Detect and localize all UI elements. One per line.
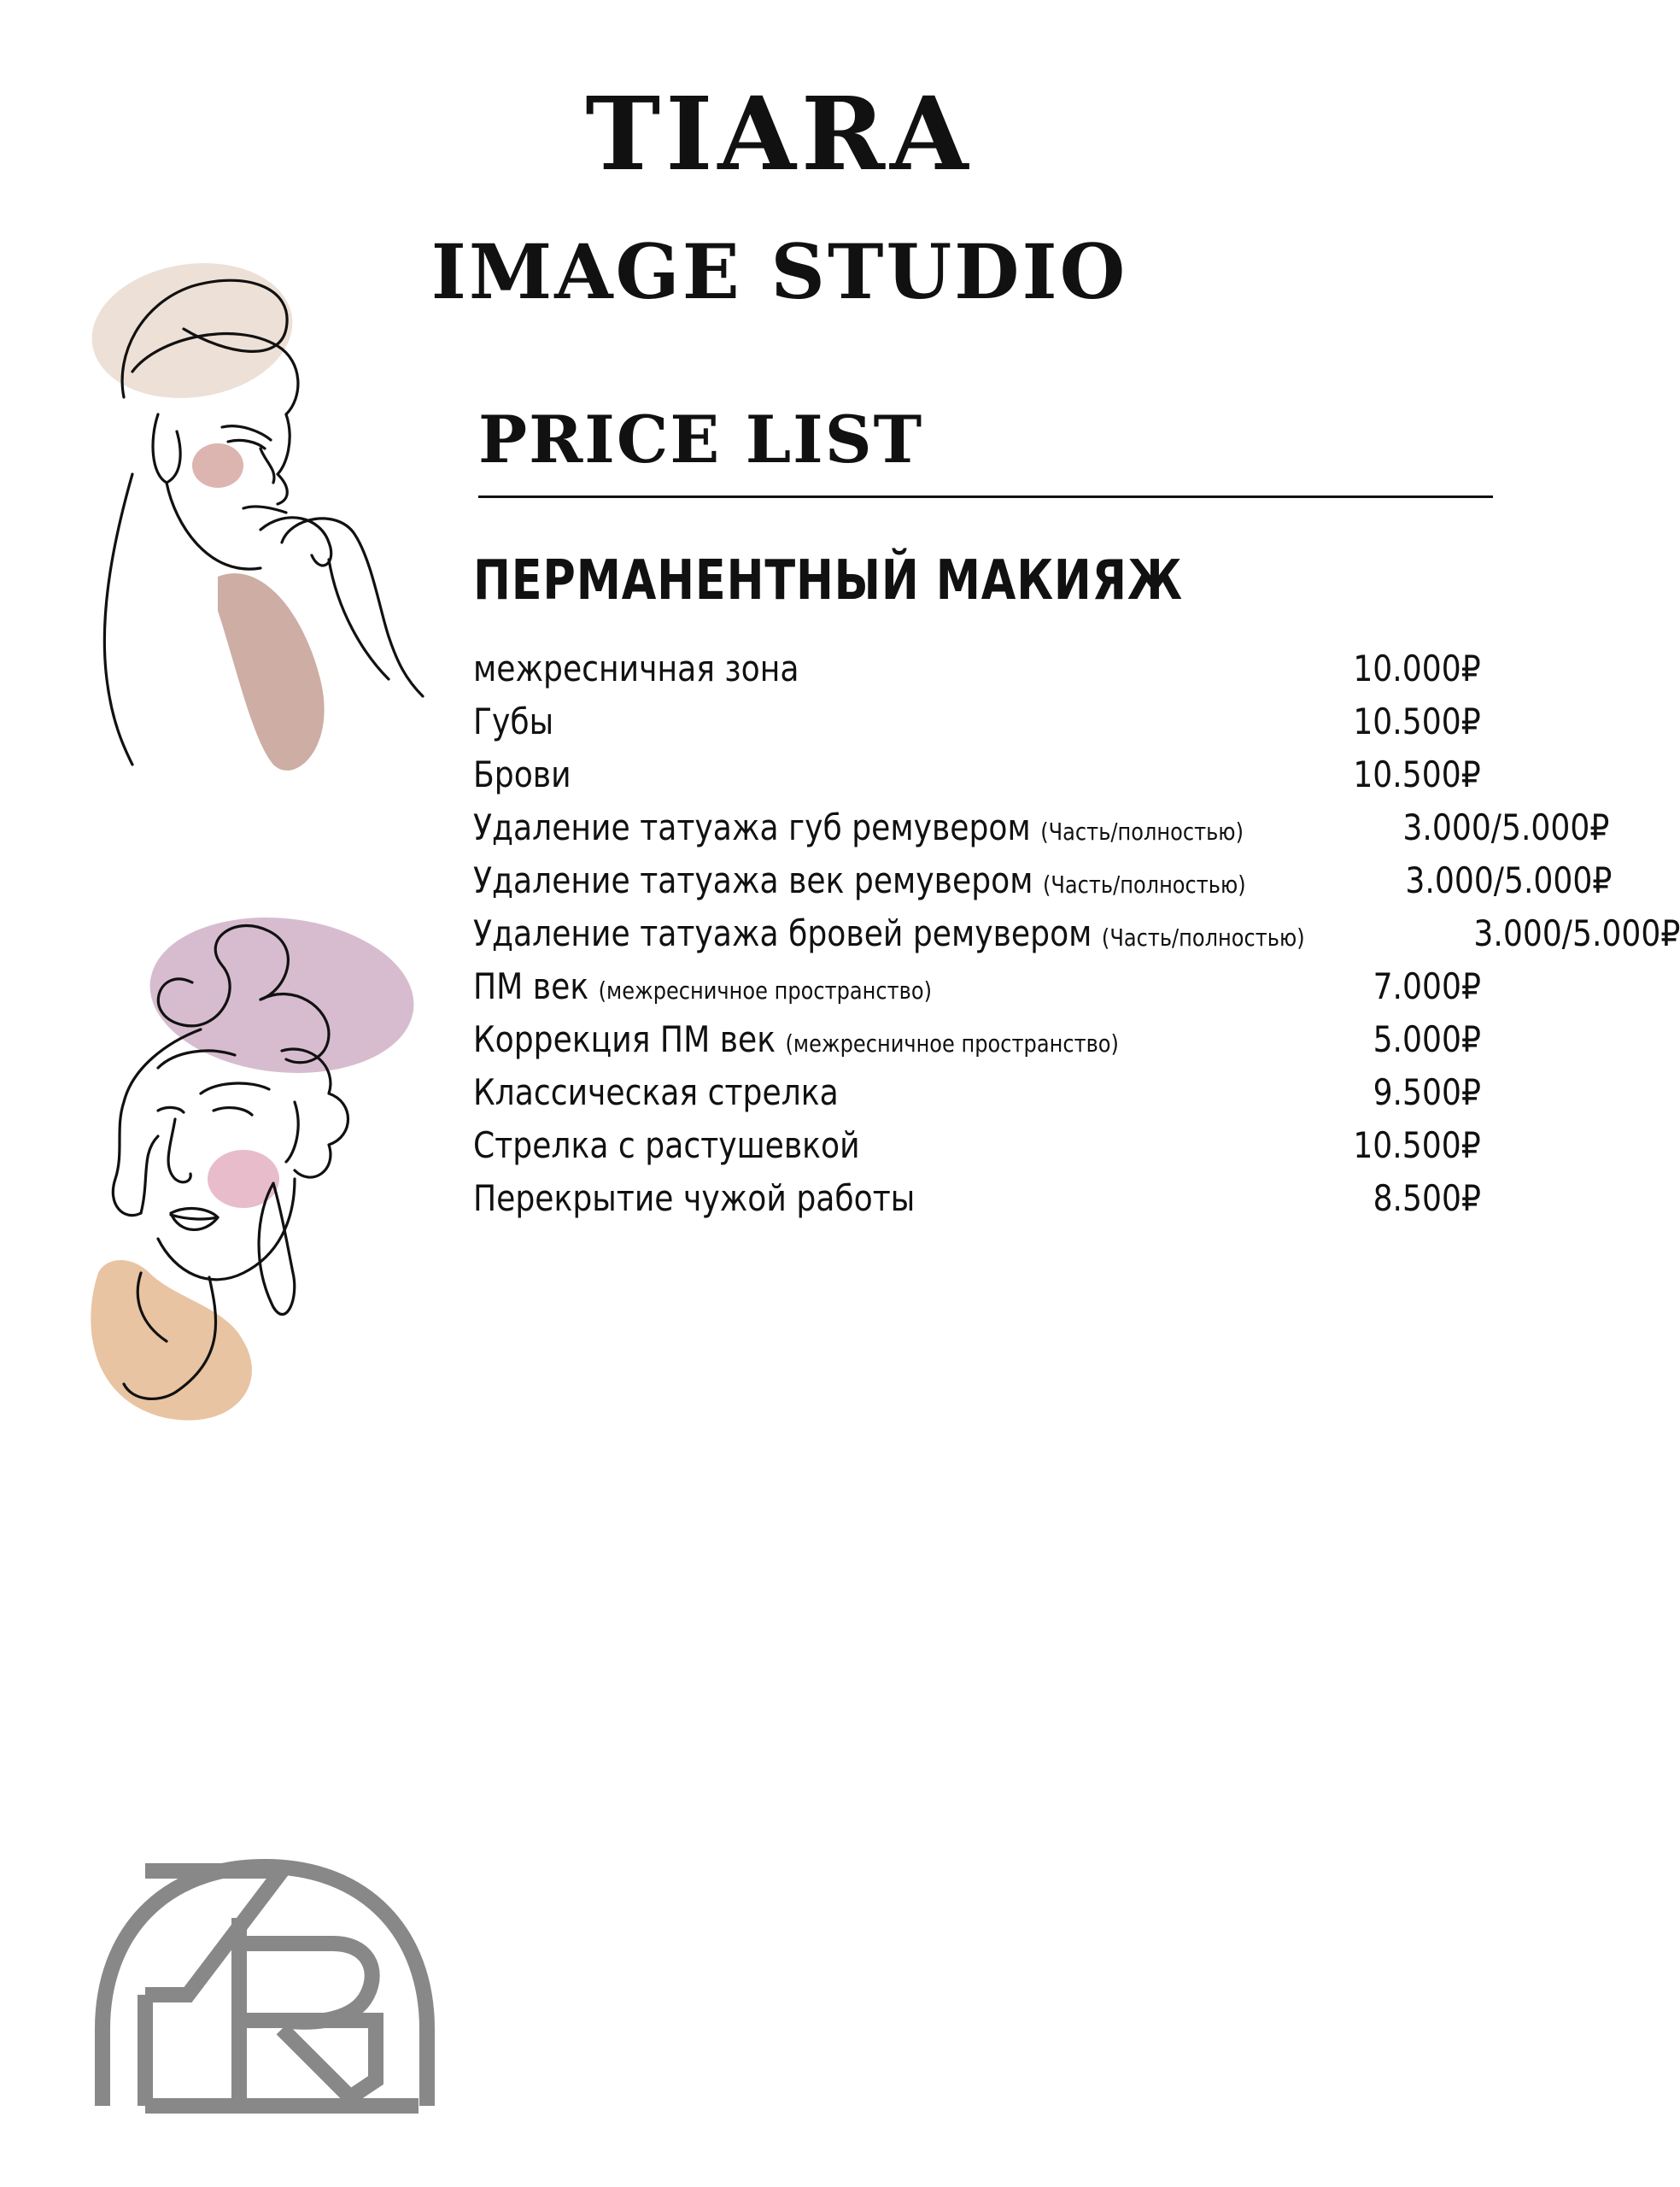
service-price: 10.500₽ <box>1353 1124 1481 1166</box>
service-price: 3.000/5.000₽ <box>1405 859 1613 901</box>
service-name: Брови <box>473 753 571 795</box>
service-price: 5.000₽ <box>1373 1018 1481 1060</box>
service-note: (Часть/полностью) <box>1040 818 1244 846</box>
price-row <box>473 960 1481 1013</box>
line-art-woman-portrait-icon <box>73 897 440 1427</box>
service-name: Губы <box>473 701 554 742</box>
service-note: (межресничное пространство) <box>785 1029 1119 1058</box>
line-art-face-icon <box>81 252 423 782</box>
price-row <box>473 907 1680 960</box>
brand-name: TIARA <box>585 74 974 193</box>
price-row <box>473 1172 1481 1225</box>
service-price: 8.500₽ <box>1373 1177 1481 1219</box>
service-name: Удаление татуажа губ ремувером (Часть/полностью) <box>473 806 1244 848</box>
service-price: 9.500₽ <box>1373 1071 1481 1113</box>
service-price: 3.000/5.000₽ <box>1402 806 1610 848</box>
price-row <box>473 748 1481 801</box>
price-row <box>473 1013 1481 1066</box>
service-name: Перекрытие чужой работы <box>473 1177 916 1219</box>
service-name: Классическая стрелка <box>473 1071 839 1113</box>
service-price: 10.500₽ <box>1353 753 1481 795</box>
section-title: ПЕРМАНЕНТНЫЙ МАКИЯЖ <box>473 549 1183 613</box>
service-note: (Часть/полностью) <box>1101 923 1305 952</box>
service-price: 7.000₽ <box>1373 965 1481 1007</box>
price-list <box>473 642 1680 1225</box>
service-price: 10.500₽ <box>1353 701 1481 742</box>
tiara-monogram-logo <box>94 1858 436 2114</box>
price-row <box>473 1119 1481 1172</box>
brand-subtitle: IMAGE STUDIO <box>430 227 1128 316</box>
price-row <box>473 854 1613 907</box>
service-name: Коррекция ПМ век (межресничное пространство) <box>473 1018 1119 1060</box>
service-name: межресничная зона <box>473 648 799 689</box>
service-name: Стрелка с растушевкой <box>473 1124 860 1166</box>
service-name: Удаление татуажа бровей ремувером (Часть/полностью) <box>473 912 1305 954</box>
service-name: Удаление татуажа век ремувером (Часть/полностью) <box>473 859 1246 901</box>
service-name: ПМ век (межресничное пространство) <box>473 965 933 1007</box>
service-price: 3.000/5.000₽ <box>1473 912 1680 954</box>
price-row <box>473 1066 1481 1119</box>
price-row <box>473 801 1610 854</box>
price-row <box>473 642 1481 695</box>
service-price: 10.000₽ <box>1353 648 1481 689</box>
price-row <box>473 695 1481 748</box>
service-note: (Часть/полностью) <box>1042 871 1246 899</box>
price-list-title: PRICE LIST <box>478 402 924 478</box>
heading-divider <box>478 495 1493 498</box>
service-note: (межресничное пространство) <box>598 976 933 1005</box>
